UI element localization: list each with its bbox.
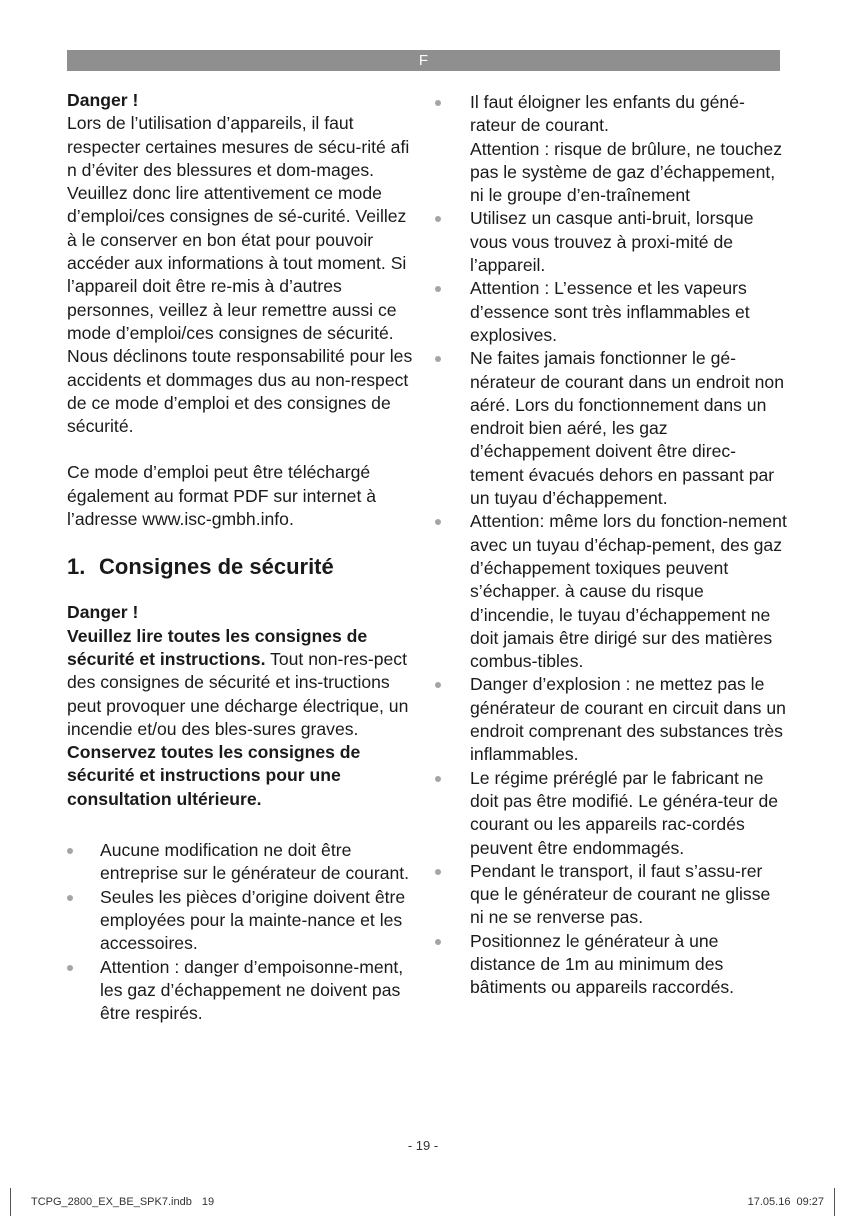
- list-item: Il faut éloigner les enfants du géné-rateur de courant. Attention : risque de brûlure, ne touchez pas le système de gaz d’échappement, ni le groupe d’en-traînement: [432, 91, 788, 207]
- bullet-icon: [435, 100, 441, 106]
- list-item: Attention: même lors du fonction-nement avec un tuyau d’échap-pement, des gaz d’échappement toxiques peuvent s’échapper. à cause du risque d’incendie, le tuyau d’échappement ne doit jamais être dirigé sur des matières combus-tibles.: [432, 510, 788, 673]
- bullet-icon: [435, 286, 441, 292]
- bullet-icon: [435, 519, 441, 525]
- footer-file-info: [31, 1196, 224, 1208]
- intro-paragraph: Lors de l’utilisation d’appareils, il faut respecter certaines mesures de sécu-rité afi n d’éviter des blessures et dom-mages. Veuillez donc lire attentivement ce mode d’emploi/ces consignes de sé-curité. Veillez à le conserver en bon état pour pouvoir accéder aux informations à tout moment. Si l’appareil doit être re-mis à d’autres personnes, veillez à leur remettre aussi ce mode d’emploi/ces consignes de sécurité. Nous déclinons toute responsabilité pour les accidents et dommages dus au non-respect de ce mode d’emploi et des consignes de sécurité.: [67, 113, 413, 437]
- right-bullet-list: [432, 91, 788, 1000]
- list-item: Seules les pièces d’origine doivent être employées pour la mainte-nance et les accessoires.: [67, 886, 417, 956]
- read-instructions-paragraph: [67, 625, 417, 741]
- bullet-icon: [435, 776, 441, 782]
- crop-mark-right: [834, 1188, 835, 1216]
- footer-filename: TCPG_2800_EX_BE_SPK7.indb: [31, 1196, 192, 1208]
- left-column: [67, 89, 417, 1025]
- list-item: Attention : danger d’empoisonne-ment, les gaz d’échappement ne doivent pas être respirés.: [67, 956, 417, 1026]
- list-item: Danger d’explosion : ne mettez pas le générateur de courant en circuit dans un endroit comprenant des substances très inflammables.: [432, 673, 788, 766]
- list-item: Attention : L’essence et les vapeurs d’essence sont très inflammables et explosives.: [432, 277, 788, 347]
- bullet-icon: [67, 965, 73, 971]
- footer-time: 09:27: [796, 1196, 824, 1208]
- list-item: Utilisez un casque anti-bruit, lorsque vous vous trouvez à proxi-mité de l’appareil.: [432, 207, 788, 277]
- read-instructions-bold: Veuillez lire toutes les consignes de sécurité et instructions.: [67, 625, 368, 669]
- right-column: [432, 89, 788, 1000]
- footer-timestamp: [742, 1196, 824, 1208]
- bullet-icon: [67, 848, 73, 854]
- read-instructions-rest: Tout non-res-pect des consignes de sécurité et ins-tructions peut provoquer une décharge électrique, un incendie et/ou des bles-sures graves.: [67, 648, 409, 739]
- bullet-icon: [435, 682, 441, 688]
- crop-mark-left: [10, 1188, 11, 1216]
- bullet-icon: [435, 939, 441, 945]
- language-header-bar: [67, 50, 780, 71]
- section-heading: [67, 553, 417, 581]
- danger-heading-2: Danger !: [67, 602, 139, 623]
- left-bullet-list: [67, 839, 417, 1025]
- list-item: Le régime préréglé par le fabricant ne doit pas être modifié. Le généra-teur de courant ou les appareils rac-cordés peuvent être endommagés.: [432, 767, 788, 860]
- bullet-icon: [435, 356, 441, 362]
- list-item: Ne faites jamais fonctionner le gé-nérateur de courant dans un endroit non aéré. Lors du fonctionnement dans un endroit bien aéré, les gaz d’échappement doivent être direc-tement évacués dehors en passant par un tuyau d’échappement.: [432, 347, 788, 510]
- section-title: Consignes de sécurité: [99, 554, 334, 580]
- page-number: - 19 -: [407, 1138, 439, 1153]
- bullet-icon: [435, 216, 441, 222]
- section-number: 1.: [67, 554, 86, 580]
- pdf-download-paragraph: Ce mode d’emploi peut être téléchargé également au format PDF sur internet à l’adresse www.isc-gmbh.info.: [67, 462, 377, 530]
- footer-sheet: 19: [201, 1196, 215, 1208]
- list-item: Positionnez le générateur à une distance de 1m au minimum des bâtiments ou appareils raccordés.: [432, 930, 788, 1000]
- list-item: Aucune modification ne doit être entreprise sur le générateur de courant.: [67, 839, 417, 886]
- bullet-icon: [435, 869, 441, 875]
- language-label: F: [418, 52, 429, 69]
- bullet-icon: [67, 895, 73, 901]
- footer-date: 17.05.16: [747, 1196, 791, 1208]
- keep-instructions-paragraph: Conservez toutes les consignes de sécurité et instructions pour une consultation ultérieure.: [67, 742, 361, 809]
- danger-heading: Danger !: [67, 90, 139, 110]
- list-item: Pendant le transport, il faut s’assu-rer que le générateur de courant ne glisse ni ne se renverse pas.: [432, 860, 788, 930]
